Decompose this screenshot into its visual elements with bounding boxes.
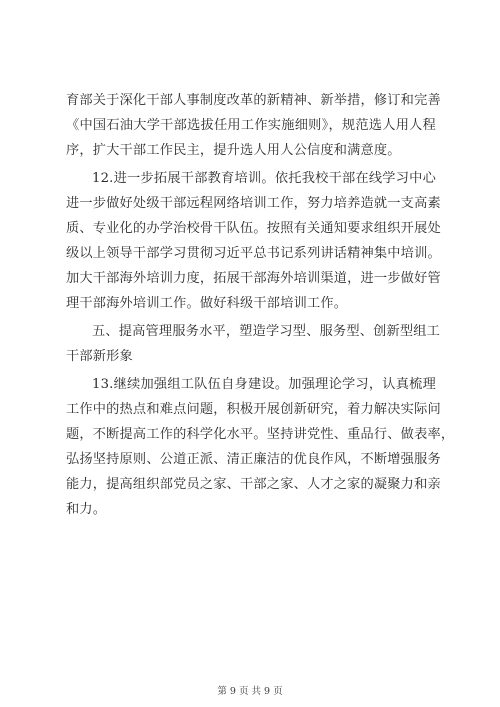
text-line: 题，不断提高工作的科学化水平。坚持讲党性、重品行、做表率，	[66, 427, 455, 442]
text-line: 理干部海外培训工作。做好科级干部培训工作。	[66, 296, 348, 311]
text-line: 质、专业化的办学治校骨干队伍。按照有关通知要求组织开展处	[66, 221, 441, 236]
text-line: 和力。	[66, 502, 107, 517]
text-line: 级以上领导干部学习贯彻习近平总书记系列讲话精神集中培训。	[66, 246, 441, 261]
paragraph-12-heading: 12.进一步拓展干部教育培训。依托我校干部在线学习中心	[92, 171, 436, 186]
text-line: 工作中的热点和难点问题，积极开展创新研究，着力解决实际问	[66, 402, 441, 417]
text-line: 进一步做好处级干部远程网络培训工作，努力培养造就一支高素	[66, 196, 441, 211]
paragraph-13-heading: 13.继续加强组工队伍自身建设。加强理论学习，认真梳理	[92, 377, 436, 392]
document-body	[66, 88, 455, 522]
section-five-heading-cont: 干部新形象	[66, 349, 133, 364]
text-line: 弘扬坚持原则、公道正派、清正廉洁的优良作风，不断增强服务	[66, 452, 441, 467]
text-line: 序，扩大干部工作民主，提升选人用人公信度和满意度。	[66, 143, 401, 158]
page-footer: 第 9 页 共 9 页	[217, 686, 283, 697]
section-five-heading: 五、提高管理服务水平，塑造学习型、服务型、创新型组工	[92, 324, 441, 339]
text-line: 育部关于深化干部人事制度改革的新精神、新举措，修订和完善	[66, 93, 441, 108]
text-line: 《中国石油大学干部选拔任用工作实施细则》，规范选人用人程	[66, 118, 436, 133]
text-line: 加大干部海外培训力度，拓展干部海外培训渠道，进一步做好管	[66, 271, 441, 286]
text-line: 能力，提高组织部党员之家、干部之家、人才之家的凝聚力和亲	[66, 477, 441, 492]
